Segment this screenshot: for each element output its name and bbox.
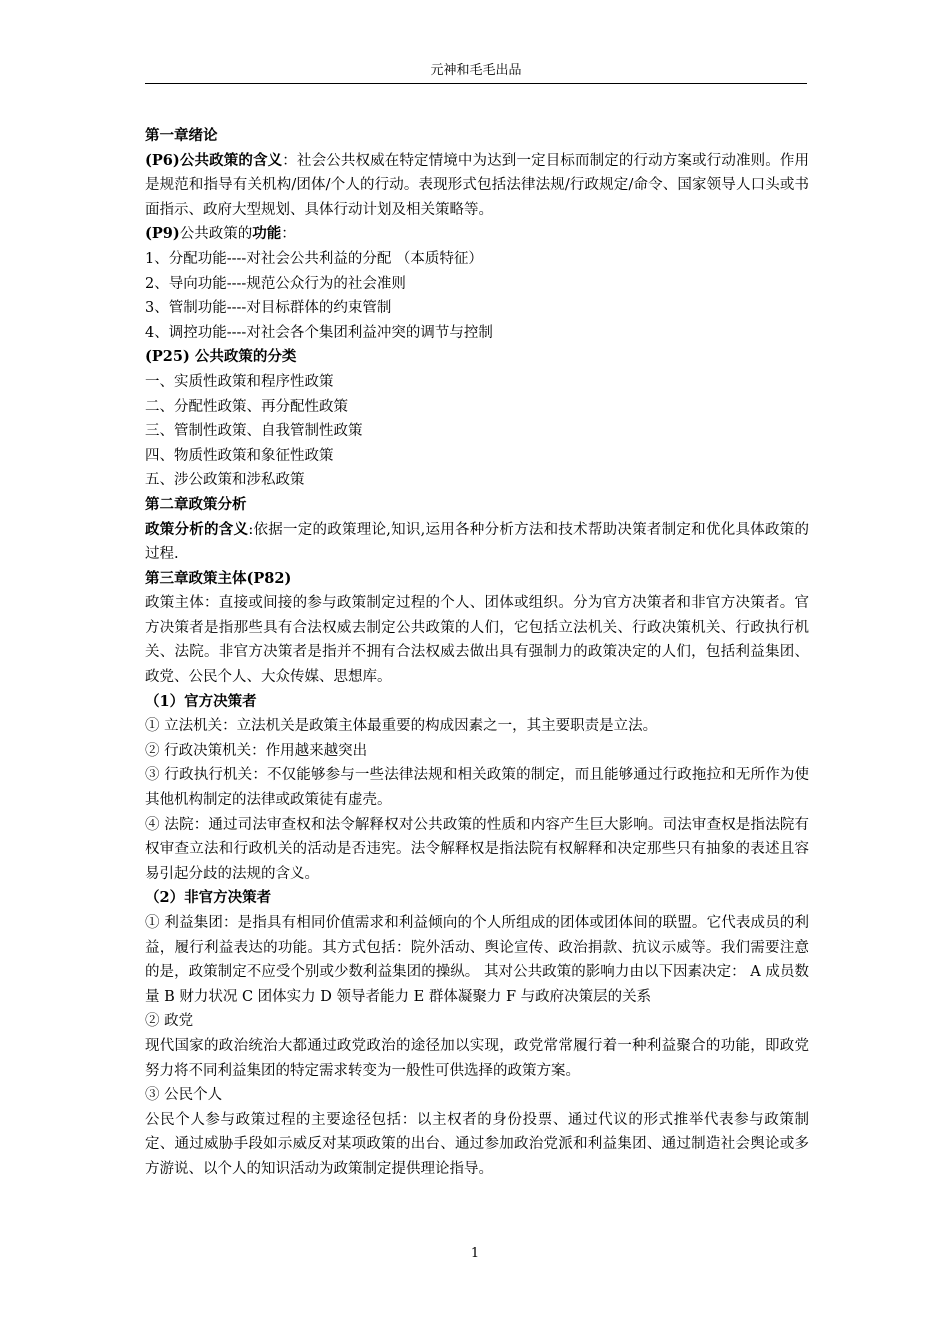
classification-item: 二、分配性政策、再分配性政策 bbox=[145, 398, 348, 415]
classification-item: 四、物质性政策和象征性政策 bbox=[145, 447, 334, 464]
interest-groups: ① 利益集团：是指具有相同价值需求和利益倾向的个人所组成的团体或团体间的联盟。它代表成员的利益，履行利益表达的功能。其方式包括：院外活动、舆论宣传、政治捐款、抗议示威等。我们需要注意的是，政策制定不应受个别或少数利益集团的操纵。 其对公共政策的影响力由以下因素决定： A 成员数量 B 财力状况 C 团体实力 D 领导者能力 E 群体凝聚力 F 与政府决策层的关系 bbox=[145, 915, 809, 1005]
official-title: （1）官方决策者 bbox=[145, 692, 257, 710]
unofficial-title: （2）非官方决策者 bbox=[145, 889, 272, 907]
classification-item: 三、管制性政策、自我管制性政策 bbox=[145, 423, 363, 440]
chapter2-definition bbox=[145, 518, 809, 567]
chapter3-title: 第三章政策主体(P82) bbox=[145, 569, 292, 587]
chapter2-title: 第二章政策分析 bbox=[145, 495, 247, 513]
header-rule bbox=[145, 83, 807, 84]
chapter1-definition bbox=[145, 149, 809, 223]
chapter2-definition-label: 政策分析的含义 bbox=[145, 520, 249, 538]
function-item: 2、导向功能----规范公众行为的社会准则 bbox=[145, 275, 406, 292]
functions-page-ref: (P9) bbox=[145, 225, 180, 243]
function-item: 4、调控功能----对社会各个集团利益冲突的调节与控制 bbox=[145, 324, 493, 341]
chapter3-intro: 政策主体：直接或间接的参与政策制定过程的个人、团体或组织。分为官方决策者和非官方决策者。官方决策者是指那些具有合法权威去制定公共政策的人们，它包括立法机关、行政决策机关、行政执行机关、法院。非官方决策者是指并不拥有合法权威去做出具有强制力的政策决定的人们，包括利益集团、政党、公民个人、大众传媒、思想库。 bbox=[145, 595, 809, 686]
official-item: ② 行政决策机关：作用越来越突出 bbox=[145, 742, 368, 759]
party-title: ② 政党 bbox=[145, 1013, 194, 1030]
page-number: 1 bbox=[470, 1246, 480, 1261]
chapter1-title: 第一章绪论 bbox=[145, 127, 218, 144]
official-item: ③ 行政执行机关：不仅能够参与一些法律法规和相关政策的制定，而且能够通过行政拖拉和无所作为使其他机构制定的法律或政策徒有虚壳。 bbox=[145, 767, 809, 809]
functions-heading-colon: ： bbox=[281, 226, 296, 243]
chapter2-definition-text: :依据一定的政策理论,知识,运用各种分析方法和技术帮助决策者制定和优化具体政策的过程. bbox=[145, 521, 809, 563]
classification-item: 一、实质性政策和程序性政策 bbox=[145, 373, 334, 390]
citizen-title: ③ 公民个人 bbox=[145, 1087, 223, 1104]
chapter1-definition-text: ：社会公共权威在特定情境中为达到一定目标而制定的行动方案或行动准则。作用是规范和指导有关机构/团体/个人的行动。表现形式包括法律法规/行政规定/命令、国家领导人口头或书面指示、政府大型规划、具体行动计划及相关策略等。 bbox=[145, 152, 809, 218]
document-body bbox=[145, 124, 809, 1182]
classification-title: (P25) 公共政策的分类 bbox=[145, 348, 297, 366]
function-item: 3、管制功能----对目标群体的约束管制 bbox=[145, 300, 392, 317]
official-item: ① 立法机关：立法机关是政策主体最重要的构成因素之一，其主要职责是立法。 bbox=[145, 718, 658, 735]
classification-item: 五、涉公政策和涉私政策 bbox=[145, 472, 305, 489]
citizen-text: 公民个人参与政策过程的主要途径包括：以主权者的身份投票、通过代议的形式推举代表参与政策制定、通过威胁手段如示威反对某项政策的出台、通过参加政治党派和利益集团、通过制造社会舆论或多方游说、以个人的知识活动为政策制定提供理论指导。 bbox=[145, 1111, 809, 1177]
functions-heading bbox=[145, 222, 809, 247]
functions-heading-text: 公共政策的 bbox=[179, 226, 253, 243]
page-header: 元神和毛毛出品 bbox=[430, 63, 522, 78]
functions-heading-bold: 功能 bbox=[252, 225, 282, 243]
party-text: 现代国家的政治统治大都通过政党政治的途径加以实现，政党常常履行着一种利益聚合的功能，即政党努力将不同利益集团的特定需求转变为一般性可供选择的政策方案。 bbox=[145, 1037, 809, 1079]
chapter1-definition-label: (P6)公共政策的含义 bbox=[145, 151, 283, 169]
official-item: ④ 法院：通过司法审查权和法令解释权对公共政策的性质和内容产生巨大影响。司法审查权是指法院有权审查立法和行政机关的活动是否违宪。法令解释权是指法院有权解释和决定那些只有抽象的表述且容易引起分歧的法规的含义。 bbox=[145, 816, 809, 882]
function-item: 1、分配功能----对社会公共利益的分配 （本质特征） bbox=[145, 250, 483, 267]
